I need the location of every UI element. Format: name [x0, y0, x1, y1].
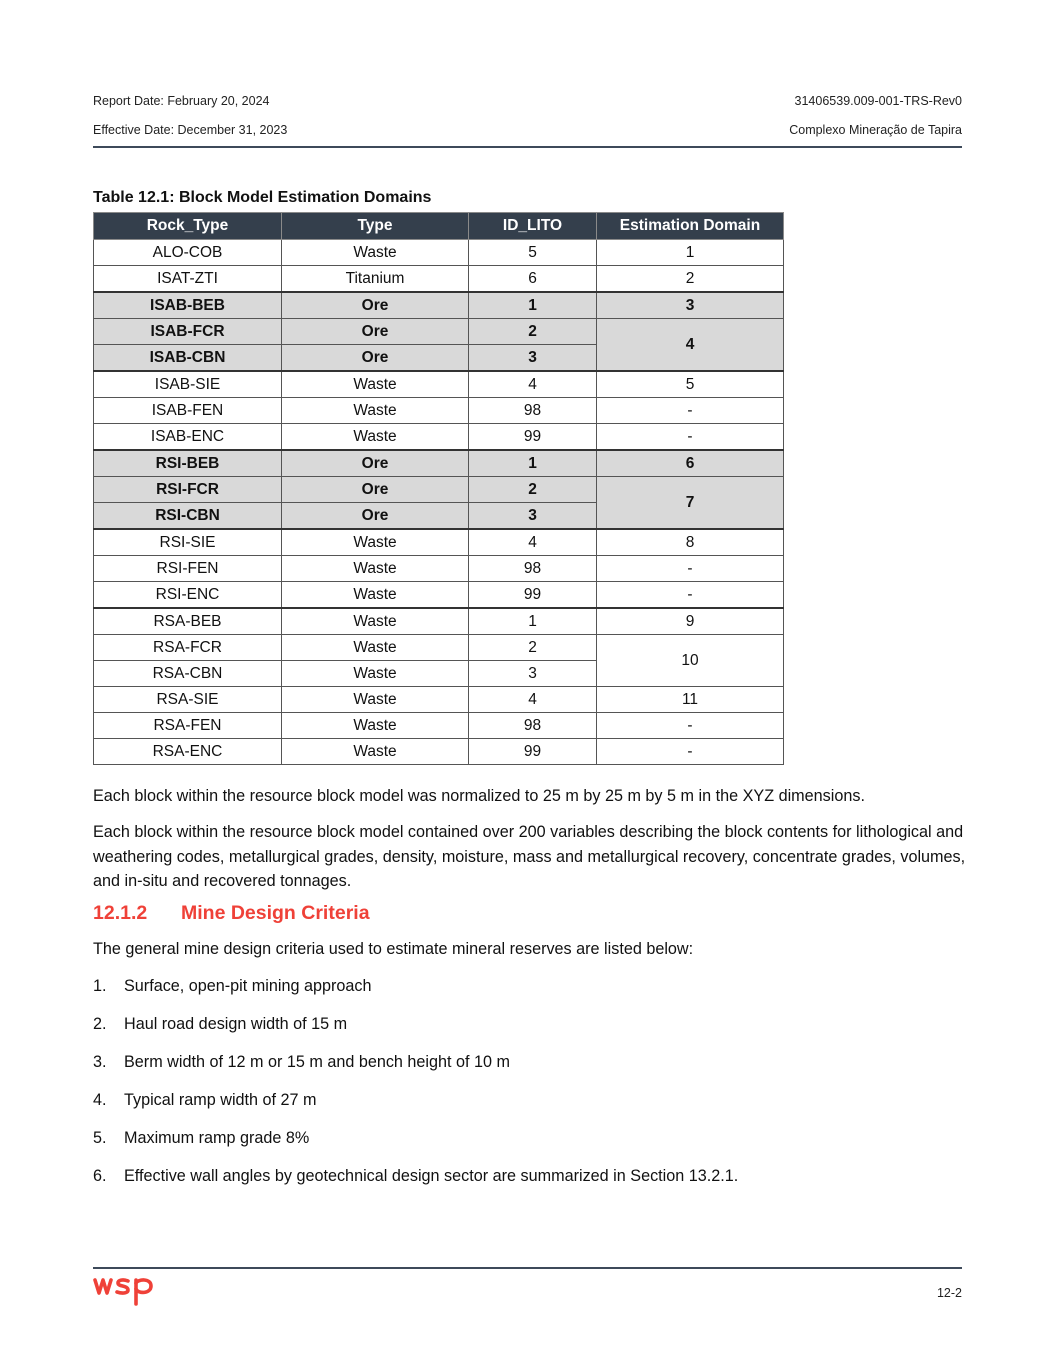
table-cell: 99: [469, 582, 597, 609]
estimation-domains-table: [93, 212, 784, 765]
table-cell: Waste: [282, 687, 469, 713]
table-cell: RSI-SIE: [94, 529, 282, 556]
table-cell: Waste: [282, 556, 469, 582]
table-row: [94, 529, 784, 556]
table-cell: 99: [469, 739, 597, 765]
table-cell: RSA-ENC: [94, 739, 282, 765]
table-cell: 98: [469, 398, 597, 424]
table-cell: Waste: [282, 635, 469, 661]
table-cell: 2: [469, 477, 597, 503]
table-cell: RSA-FEN: [94, 713, 282, 739]
column-header: Rock_Type: [94, 213, 282, 240]
table-row: [94, 398, 784, 424]
list-text: Maximum ramp grade 8%: [124, 1129, 310, 1147]
table-row: [94, 292, 784, 319]
table-cell-merged: 7: [597, 477, 784, 530]
list-text: Berm width of 12 m or 15 m and bench height of 10 m: [124, 1053, 511, 1071]
table-cell: ISAB-BEB: [94, 292, 282, 319]
report-date: Report Date: February 20, 2024: [93, 94, 270, 108]
list-text: Haul road design width of 15 m: [124, 1015, 348, 1033]
list-number: 2.: [93, 1015, 107, 1033]
table-cell: 1: [469, 608, 597, 635]
table-cell: ISAB-FCR: [94, 319, 282, 345]
paragraph-block-variables: Each block within the resource block model contained over 200 variables describing the block contents for lithological and weathering codes, metallurgical grades, density, moisture, mass and metallurgical recovery, concentrate grades, volumes, and in-situ and recovered tonnages.: [93, 823, 966, 890]
table-title: Table 12.1: Block Model Estimation Domains: [93, 189, 432, 206]
list-number: 4.: [93, 1091, 107, 1109]
table-row: [94, 687, 784, 713]
list-item: [93, 1053, 510, 1072]
table-cell: 4: [469, 371, 597, 398]
table-cell: ALO-COB: [94, 240, 282, 266]
table-cell: 4: [469, 687, 597, 713]
table-cell: Waste: [282, 240, 469, 266]
table-cell: 2: [597, 266, 784, 293]
table-cell: RSA-SIE: [94, 687, 282, 713]
table-cell: -: [597, 424, 784, 451]
table-cell: RSA-FCR: [94, 635, 282, 661]
table-cell: RSI-FCR: [94, 477, 282, 503]
table-cell: Waste: [282, 713, 469, 739]
table-cell: 4: [469, 529, 597, 556]
table-row: [94, 319, 784, 345]
table-cell: -: [597, 582, 784, 609]
list-text: Typical ramp width of 27 m: [124, 1091, 317, 1109]
list-item: [93, 1015, 347, 1034]
list-item: [93, 1129, 309, 1148]
list-item: [93, 1167, 738, 1186]
paragraph-block-size: Each block within the resource block model was normalized to 25 m by 25 m by 5 m in the XYZ dimensions.: [93, 787, 865, 805]
table-cell: -: [597, 556, 784, 582]
list-number: 1.: [93, 977, 107, 995]
project-name: Complexo Mineração de Tapira: [789, 123, 962, 137]
table-cell: Waste: [282, 739, 469, 765]
table-cell: Ore: [282, 292, 469, 319]
table-cell: ISAB-FEN: [94, 398, 282, 424]
table-cell-merged: 4: [597, 319, 784, 372]
footer-divider: [93, 1267, 962, 1269]
table-cell: RSA-BEB: [94, 608, 282, 635]
column-header: ID_LITO: [469, 213, 597, 240]
table-row: [94, 266, 784, 293]
table-row: [94, 739, 784, 765]
list-text: Effective wall angles by geotechnical design sector are summarized in Section 13.2.1.: [124, 1167, 739, 1185]
criteria-intro: The general mine design criteria used to estimate mineral reserves are listed below:: [93, 940, 694, 958]
table-cell: RSI-FEN: [94, 556, 282, 582]
table-cell: 3: [597, 292, 784, 319]
table-cell: 11: [597, 687, 784, 713]
table-cell-merged: 10: [597, 635, 784, 687]
table-header-row: [94, 213, 784, 240]
list-number: 6.: [93, 1167, 107, 1185]
table-cell: Waste: [282, 398, 469, 424]
table-cell: 2: [469, 635, 597, 661]
table-cell: 98: [469, 556, 597, 582]
table-cell: 99: [469, 424, 597, 451]
section-heading: [93, 902, 370, 925]
table-cell: Ore: [282, 345, 469, 372]
table-cell: ISAB-CBN: [94, 345, 282, 372]
table-cell: RSI-BEB: [94, 450, 282, 477]
table-cell: Titanium: [282, 266, 469, 293]
table-row: [94, 582, 784, 609]
section-title: Mine Design Criteria: [181, 902, 370, 924]
table-row: [94, 635, 784, 661]
table-cell: 5: [469, 240, 597, 266]
table-cell: -: [597, 398, 784, 424]
column-header: Estimation Domain: [597, 213, 784, 240]
table-cell: RSA-CBN: [94, 661, 282, 687]
table-cell: 6: [469, 266, 597, 293]
table-cell: ISAB-ENC: [94, 424, 282, 451]
table-cell: 1: [469, 450, 597, 477]
table-cell: 3: [469, 345, 597, 372]
table-cell: 5: [597, 371, 784, 398]
table-cell: 3: [469, 503, 597, 530]
page-number: 12-2: [936, 1286, 962, 1300]
table-cell: 8: [597, 529, 784, 556]
table-cell: Waste: [282, 424, 469, 451]
section-number: 12.1.2: [93, 902, 148, 924]
table-cell: Waste: [282, 582, 469, 609]
table-cell: Waste: [282, 661, 469, 687]
table-row: [94, 477, 784, 503]
table-cell: 9: [597, 608, 784, 635]
wsp-logo: [93, 1272, 157, 1308]
table-row: [94, 608, 784, 635]
table-row: [94, 556, 784, 582]
table-cell: 98: [469, 713, 597, 739]
table-cell: 6: [597, 450, 784, 477]
column-header: Type: [282, 213, 469, 240]
table-cell: Ore: [282, 319, 469, 345]
table-cell: Ore: [282, 477, 469, 503]
table-row: [94, 424, 784, 451]
table-cell: ISAT-ZTI: [94, 266, 282, 293]
table-cell: Waste: [282, 608, 469, 635]
list-number: 3.: [93, 1053, 107, 1071]
table-row: [94, 371, 784, 398]
table-cell: Ore: [282, 503, 469, 530]
table-cell: Ore: [282, 450, 469, 477]
table-cell: 1: [597, 240, 784, 266]
table-row: [94, 713, 784, 739]
document-id: 31406539.009-001-TRS-Rev0: [794, 94, 962, 108]
table-cell: Waste: [282, 529, 469, 556]
table-cell: -: [597, 739, 784, 765]
table-row: [94, 240, 784, 266]
list-text: Surface, open-pit mining approach: [124, 977, 372, 995]
list-item: [93, 1091, 317, 1110]
table-cell: 3: [469, 661, 597, 687]
list-item: [93, 977, 371, 996]
effective-date: Effective Date: December 31, 2023: [93, 123, 288, 137]
table-cell: 1: [469, 292, 597, 319]
table-cell: -: [597, 713, 784, 739]
list-number: 5.: [93, 1129, 107, 1147]
table-cell: 2: [469, 319, 597, 345]
header-divider: [93, 146, 962, 148]
table-row: [94, 450, 784, 477]
table-cell: Waste: [282, 371, 469, 398]
table-cell: RSI-CBN: [94, 503, 282, 530]
table-cell: ISAB-SIE: [94, 371, 282, 398]
table-cell: RSI-ENC: [94, 582, 282, 609]
